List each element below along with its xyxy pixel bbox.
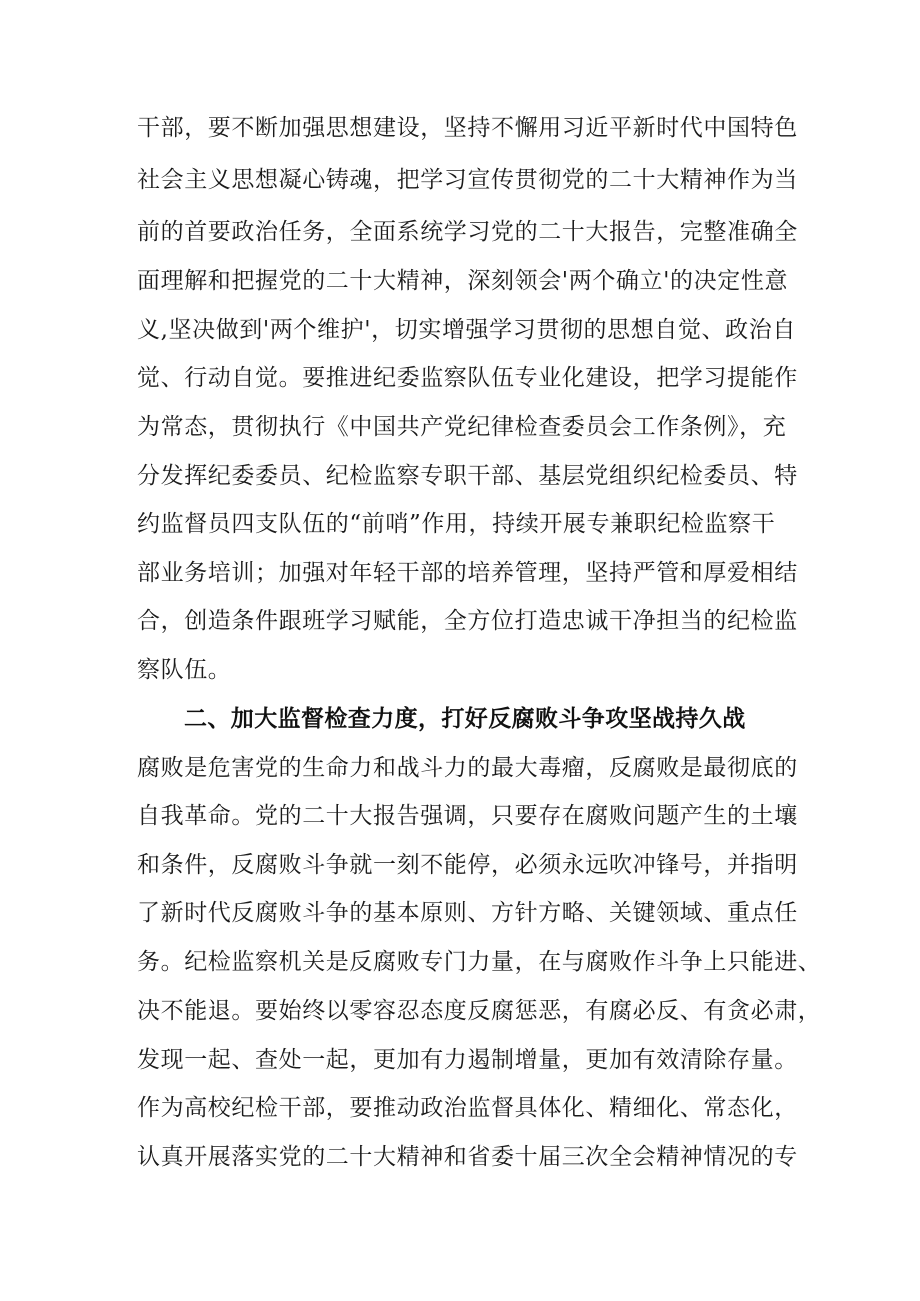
paragraph-2-line: 务。纪检监察机关是反腐败专门力量，在与腐败作斗争上只能进、 (137, 949, 822, 975)
paragraph-1-line: 前的首要政治任务，全面系统学习党的二十大报告，完整准确全 (137, 219, 798, 245)
paragraph-1-line: 社会主义思想凝心铸魂，把学习宣传贯彻党的二十大精神作为当 (137, 167, 798, 193)
paragraph-2-line: 腐败是危害党的生命力和战斗力的最大毒瘤，反腐败是最彻底的 (137, 755, 798, 781)
paragraph-2-line: 认真开展落实党的二十大精神和省委十届三次全会精神情况的专 (137, 1144, 798, 1170)
paragraph-1-line: 约监督员四支队伍的“前哨”作用，持续开展专兼职纪检监察干 (137, 511, 776, 537)
section-heading: 二、加大监督检查力度，打好反腐败斗争攻坚战持久战 (184, 706, 746, 732)
paragraph-1-line: 干部，要不断加强思想建设，坚持不懈用习近平新时代中国特色 (137, 115, 798, 141)
paragraph-1-line: 分发挥纪委委员、纪检监察专职干部、基层党组织纪检委员、特 (137, 463, 798, 489)
paragraph-2-line: 了新时代反腐败斗争的基本原则、方针方略、关键领域、重点任 (137, 900, 798, 926)
paragraph-1-line: 察队伍。 (137, 657, 232, 683)
paragraph-1-line: 义,坚决做到'两个维护'，切实增强学习贯彻的思想自觉、政治自 (137, 317, 796, 343)
paragraph-2-line: 自我革命。党的二十大报告强调，只要存在腐败问题产生的土壤 (137, 803, 798, 829)
paragraph-1-line: 面理解和把握党的二十大精神，深刻领会'两个确立'的决定性意 (137, 268, 789, 294)
paragraph-2-line: 和条件，反腐败斗争就一刻不能停，必须永远吹冲锋号，并指明 (137, 852, 798, 878)
paragraph-1-line: 为常态，贯彻执行《中国共产党纪律检查委员会工作条例》，充 (137, 414, 787, 440)
paragraph-1-line: 觉、行动自觉。要推进纪委监察队伍专业化建设，把学习提能作 (137, 365, 798, 391)
paragraph-1-line: 部业务培训；加强对年轻干部的培养管理，坚持严管和厚爱相结 (137, 560, 798, 586)
paragraph-1-line: 合，创造条件跟班学习赋能，全方位打造忠诚干净担当的纪检监 (137, 608, 798, 634)
paragraph-2-line: 作为高校纪检干部，要推动政治监督具体化、精细化、常态化， (137, 1095, 798, 1121)
paragraph-2-line: 决不能退。要始终以零容忍态度反腐惩恶，有腐必反、有贪必肃， (137, 998, 822, 1024)
paragraph-2-line: 发现一起、查处一起，更加有力遏制增量，更加有效清除存量。 (137, 1047, 798, 1073)
